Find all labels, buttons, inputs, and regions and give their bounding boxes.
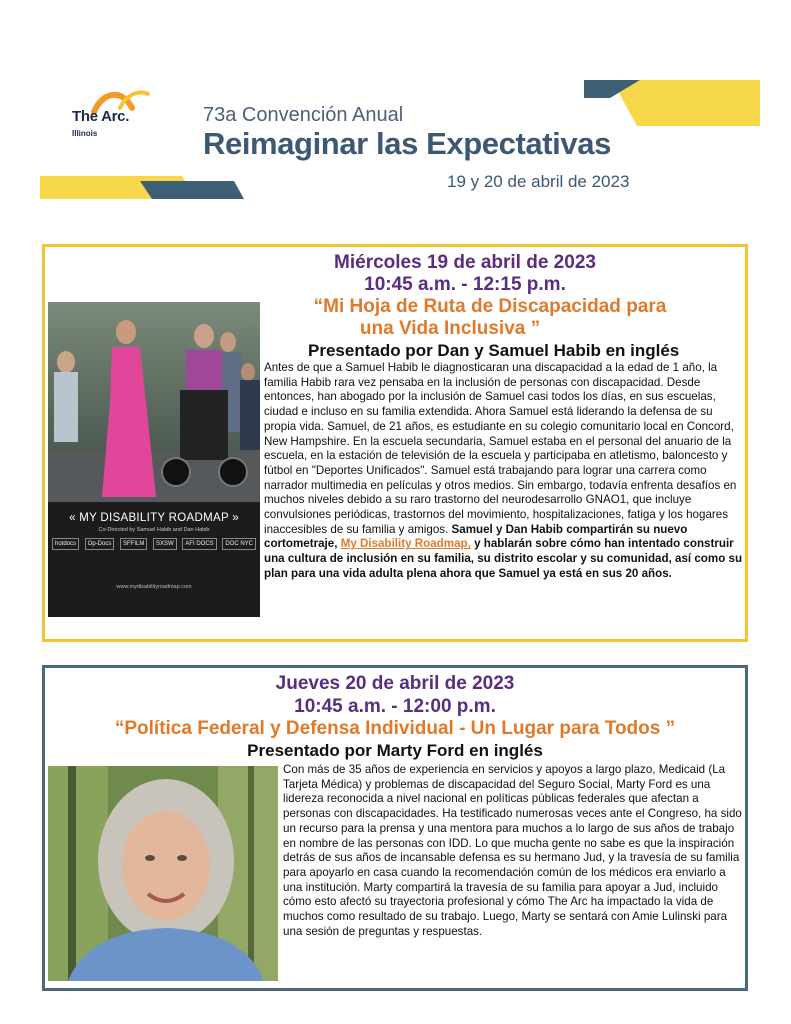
page-title: Reimaginar las Expectativas: [203, 126, 611, 161]
session-1-title-line2: una Vida Inclusiva ”: [359, 318, 541, 339]
laurel-hotdocs: hotdocs: [52, 538, 79, 550]
laurel-afidocs: AFI DOCS: [182, 538, 216, 550]
poster-credit: Co-Directed by Samuel Habib and Dan Habib: [98, 527, 210, 533]
session-1-presenter: Presentado por Dan y Samuel Habib en inglés: [308, 341, 680, 360]
session-1-bold-closing: y hablarán sobre cómo han intentado construir una cultura de inclusión en su familia, su distrito escolar y su comunidad, así como su plan para una vida adulta plena ahora que Samuel ya está en sus 20 años.: [264, 537, 743, 580]
presenter-photo: [48, 766, 278, 981]
film-link[interactable]: My Disability Roadmap,: [340, 537, 471, 551]
logo-text: The Arc.: [72, 108, 130, 125]
session-2-time: 10:45 a.m. - 12:00 p.m.: [294, 696, 496, 717]
session-1-time: 10:45 a.m. - 12:15 p.m.: [364, 274, 566, 295]
convention-dates: 19 y 20 de abril de 2023: [447, 172, 630, 191]
laurel-sxsw: SXSW: [153, 538, 177, 550]
session-1-body: Antes de que a Samuel Habib le diagnosticaran una discapacidad a la edad de 1 año, la familia Habib rara vez pensaba en la inclusión de personas con discapacidad. Desde entonces, han abogado por la inclusión de Samuel casi todos los días, en sus escuelas, ciudad e incluso en su familia extendida. Ahora Samuel está liderando la defensa de su propia vida. Samuel, de 21 años, es estudiante en su colegio comunitario local en Concord, New Hampshire. En la escuela secundaria, Samuel estaba en el personal del anuario de la escuela, en la estación de televisión de la escuela y participaba en atletismo, baloncesto y fútbol en "Deportes Unificados". Samuel está trabajando para lograr una carrera como narrador multimedia en películas y otros medios. Sin embargo, todavía enfrenta desafíos en muchos niveles debido a su raro trastorno del neurodesarrollo GNAO1, que incluye convulsiones periódicas, trastornos del movimiento, hospitalizaciones, fatiga y los hogares inaccesibles de su familia y amigos.: [264, 361, 737, 536]
session-1-day: Miércoles 19 de abril de 2023: [334, 252, 596, 273]
laurel-docnyc: DOC NYC: [222, 538, 256, 550]
session-2-description: Con más de 35 años de experiencia en servicios y apoyos a largo plazo, Medicaid (La Tarjeta Médica) y problemas de discapacidad del Seguro Social, Marty Ford es una lidereza reconocida a nivel nacional en políticas públicas federales que afectan a personas con discapacidades. Ha testificado numerosas veces ante el Congreso, ha sido un recurso para la prensa y una mentora para muchos a lo largo de sus años de trabajo en nombre de las personas con IDD. Lo que mucha gente no sabe es que la inspiración detrás de sus años de incansable defensa es su hermano Jud, y la travesía de su familia para apoyarlo en casa cuando la recomendación común de los médicos era enviarlo a una institución. Marty compartirá la travesía de su familia para apoyar a Jud, incluido cómo esto afectó su trayectoria profesional y cómo The Arc ha impactado la vida de muchos como resultado de su trabajo. Luego, Marty se sentará con Amie Lulinski para una sesión de preguntas y respuestas.: [283, 763, 742, 938]
laurel-opdocs: Op-Docs: [85, 538, 115, 550]
festival-laurels: [52, 538, 256, 550]
session-1-title-line1: “Mi Hoja de Ruta de Discapacidad para: [313, 296, 667, 317]
session-2-presenter: Presentado por Marty Ford en inglés: [247, 741, 543, 760]
session-1-bold-intro: Samuel y Dan Habib compartirán su nuevo cortometraje,: [264, 522, 688, 551]
logo-subtitle: Illinois: [72, 129, 98, 138]
portrait-image: [48, 766, 278, 981]
poster-artwork: [48, 302, 260, 617]
session-2-title: “Política Federal y Defensa Individual - Un Lugar para Todos ”: [114, 718, 676, 739]
convention-number: 73a Convención Anual: [203, 104, 404, 126]
session-2-day: Jueves 20 de abril de 2023: [275, 673, 515, 694]
film-poster: [48, 302, 260, 617]
session-1-description: [264, 361, 744, 582]
laurel-sffilm: SFFILM: [120, 538, 147, 550]
poster-website: www.mydisabilityroadmap.com: [116, 584, 192, 590]
poster-title: « MY DISABILITY ROADMAP »: [69, 512, 239, 524]
